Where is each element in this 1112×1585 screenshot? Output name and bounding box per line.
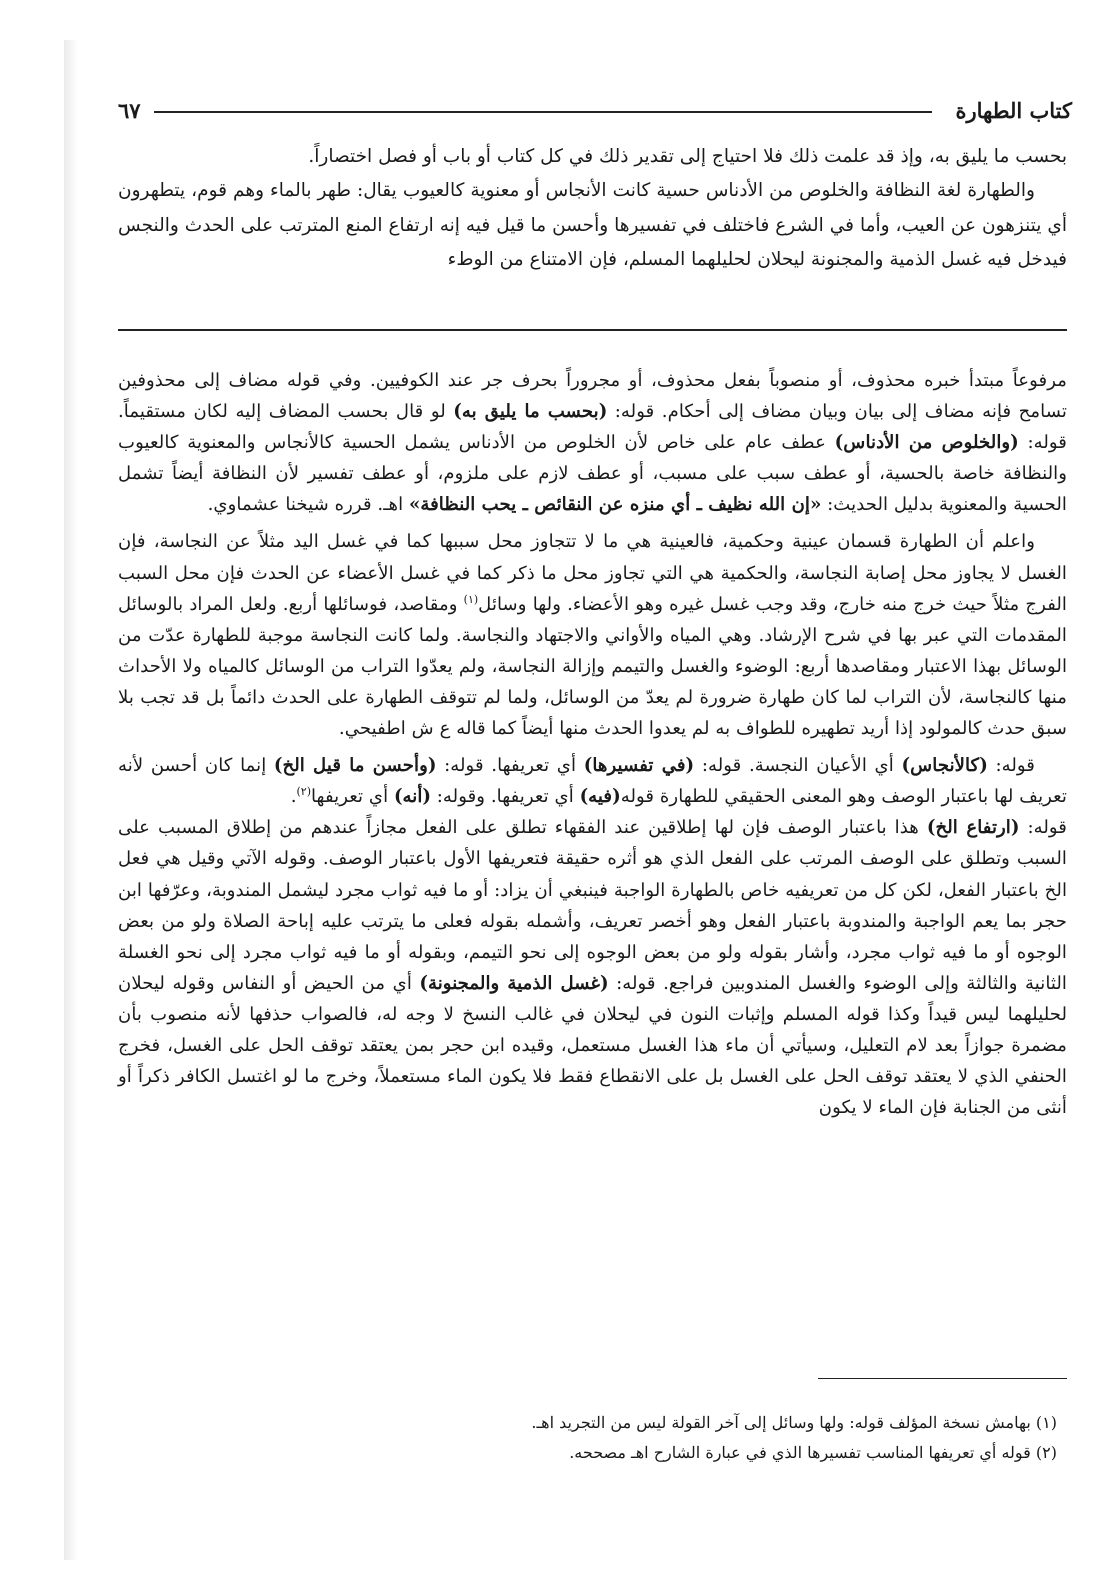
- main-paragraph: والطهارة لغة النظافة والخلوص من الأدناس حسية كانت الأنجاس أو معنوية كالعيوب يقال: طهر بالماء وهم قوم، يتطهرون أي يتنزهون عن العيب، وأما في الشرع فاختلف في تفسيرها وأحسن ما قيل فيه إنه ارتفاع المنع المترتب على الحدث والنجس فيدخل فيه غسل الذمية والمجنونة ليحلان لحليلهما المسلم، فإن الامتناع من الوطء: [118, 180, 1067, 271]
- quoted-phrase: (غسل الذمية والمجنونة): [419, 972, 609, 994]
- text-commentary-divider: [118, 329, 1067, 331]
- quoted-phrase: (وأحسن ما قيل الخ): [273, 755, 437, 777]
- quoted-phrase: (والخلوص من الأدناس): [834, 432, 1019, 454]
- commentary-paragraph: مرفوعاً مبتدأ خبره محذوف، أو منصوباً بفعل محذوف، أو مجروراً بحرف جر عند الكوفيين. وفي قوله مضاف إلى محذوفين تسامح فإنه مضاف إلى بيان وبيان مضاف إلى أحكام. قوله: (بحسب ما يليق به) لو قال بحسب المضاف إليه لكان مستقيماً. قوله: (والخلوص من الأدناس) عطف عام على خاص لأن الخلوص من الأدناس يشمل الحسية كالأنجاس والمعنوية كالعيوب والنظافة خاصة بالحسية، أو عطف سبب على مسبب، أو عطف لازم على ملزوم، أو عطف تفسير لأن النظافة أيضاً تشمل الحسية والمعنوية بدليل الحديث: «إن الله نظيف ـ أي منزه عن النقائص ـ يحب النظافة» اهـ. قرره شيخنا عشماوي.: [118, 370, 1067, 516]
- commentary-paragraph: واعلم أن الطهارة قسمان عينية وحكمية، فالعينية هي ما لا تتجاوز محل سببها كما في غسل اليد مثلاً عن النجاسة، فإن الغسل لا يجاوز محل إصابة النجاسة، والحكمية هي التي تجاوز محل ما ذكر كما في غسل الأعضاء عن الحدث فإن محل السبب الفرج مثلاً حيث خرج منه خارج، وقد وجب غسل غيره وهو الأعضاء. ولها وسائل$^{(١)}$ ومقاصد، فوسائلها أربع. ولعل المراد بالوسائل المقدمات التي عبر بها في شرح الإرشاد. وهي المياه والأواني والاجتهاد والنجاسة. ولما كانت النجاسة موجبة للطهارة عدّت من الوسائل بهذا الاعتبار ومقاصدها أربع: الوضوء والغسل والتيمم وإزالة النجاسة، ولم يعدّوا التراب من الوسائل كالمياه ولا الأحداث منها كالنجاسة، لأن التراب لما كان طهارة ضرورة لم يعدّ من الوسائل، ولما لم تتوقف الطهارة على الحدث دائماً بل قد تجب بلا سبق حدث كالمولود إذا أريد تطهيره للطواف به لم يعدوا الحدث منها أيضاً كما قاله ع ش اطفيحي.: [118, 531, 1067, 740]
- quoted-phrase: (أنه): [393, 786, 432, 808]
- page-number: ٦٧: [118, 98, 141, 123]
- main-paragraph: بحسب ما يليق به، وإذ قد علمت ذلك فلا احتياج إلى تقدير ذلك في كل كتاب أو باب أو فصل اختصاراً.: [308, 146, 1067, 167]
- quoted-phrase: (بحسب ما يليق به): [453, 401, 608, 423]
- scan-edge-shadow: [64, 40, 78, 1560]
- running-title: كتاب الطهارة: [955, 98, 1072, 123]
- footnote-ref: (٢): [296, 785, 312, 799]
- quoted-phrase: (ارتفاع الخ): [926, 817, 1020, 839]
- commentary-section: [118, 365, 1067, 1129]
- footnotes: [118, 1408, 1057, 1468]
- main-text: [118, 140, 1067, 278]
- hadith-quote: «إن الله نظيف ـ أي منزه عن النقائص ـ يحب النظافة»: [408, 494, 822, 516]
- footnote-ref: (١): [463, 592, 479, 606]
- footnote: (١) بهامش نسخة المؤلف قوله: ولها وسائل إلى آخر القولة ليس من التجريد اهـ.: [531, 1413, 1057, 1432]
- header-rule: [154, 111, 932, 113]
- footnote: (٢) قوله أي تعريفها المناسب تفسيرها الذي في عبارة الشارح اهـ مصححه.: [569, 1443, 1057, 1462]
- footnote-rule: [818, 1378, 1067, 1379]
- quoted-phrase: (في تفسيرها): [583, 755, 695, 777]
- quoted-phrase: (كالأنجاس): [901, 755, 988, 777]
- quoted-phrase: (فيه): [579, 786, 621, 808]
- page-header: [118, 96, 1072, 132]
- commentary-paragraph: قوله: (كالأنجاس) أي الأعيان النجسة. قوله: (في تفسيرها) أي تعريفها. قوله: (وأحسن ما قيل الخ) إنما كان أحسن لأنه تعريف لها باعتبار الوصف وهو المعنى الحقيقي للطهارة قوله(فيه) أي تعريفها. وقوله: (أنه) أي تعريفها$^{(٢)}$. قوله: (ارتفاع الخ) هذا باعتبار الوصف فإن لها إطلاقين عند الفقهاء تطلق على الفعل مجازاً عندهم من إطلاق المسبب على السبب وتطلق على الوصف المرتب على الفعل الذي هو أثره حقيقة فتعريفها الأول باعتبار الوصف. وقوله الآتي وقيل هي فعل الخ باعتبار الفعل، لكن كل من تعريفيه خاص بالطهارة الواجبة فينبغي أن يزاد: أو ما فيه ثواب مجرد ليشمل المندوبة، وعرّفها ابن حجر بما يعم الواجبة والمندوبة باعتبار الفعل وهو أخصر تعريف، وأشمله بقوله فعلى ما يترتب عليه إباحة الصلاة ولو من بعض الوجوه أو ما فيه ثواب مجرد، وأشار بقوله ولو من بعض الوجوه إلى نحو التيمم، وبقوله أو ما فيه ثواب مجرد إلى نحو الغسلة الثانية والثالثة وإلى الوضوء والغسل المندوبين فراجع. قوله: (غسل الذمية والمجنونة) أي من الحيض أو النفاس وقوله ليحلان لحليلهما ليس قيداً وكذا قوله المسلم وإثبات النون في ليحلان في غالب النسخ لا وجه له، فالصواب حذفها لأنه منصوب بأن مضمرة جوازاً بعد لام التعليل، وسيأتي أن ماء هذا الغسل مستعمل، وقيده ابن حجر بمن يعتقد توقف الحل على الغسل، فخرج الحنفي الذي لا يعتقد توقف الحل على الغسل بل على الانقطاع فقط فلا يكون الماء مستعملاً، وخرج ما لو اغتسل الكافر ذكراً أو أنثى من الجنابة فإن الماء لا يكون: [118, 755, 1067, 1119]
